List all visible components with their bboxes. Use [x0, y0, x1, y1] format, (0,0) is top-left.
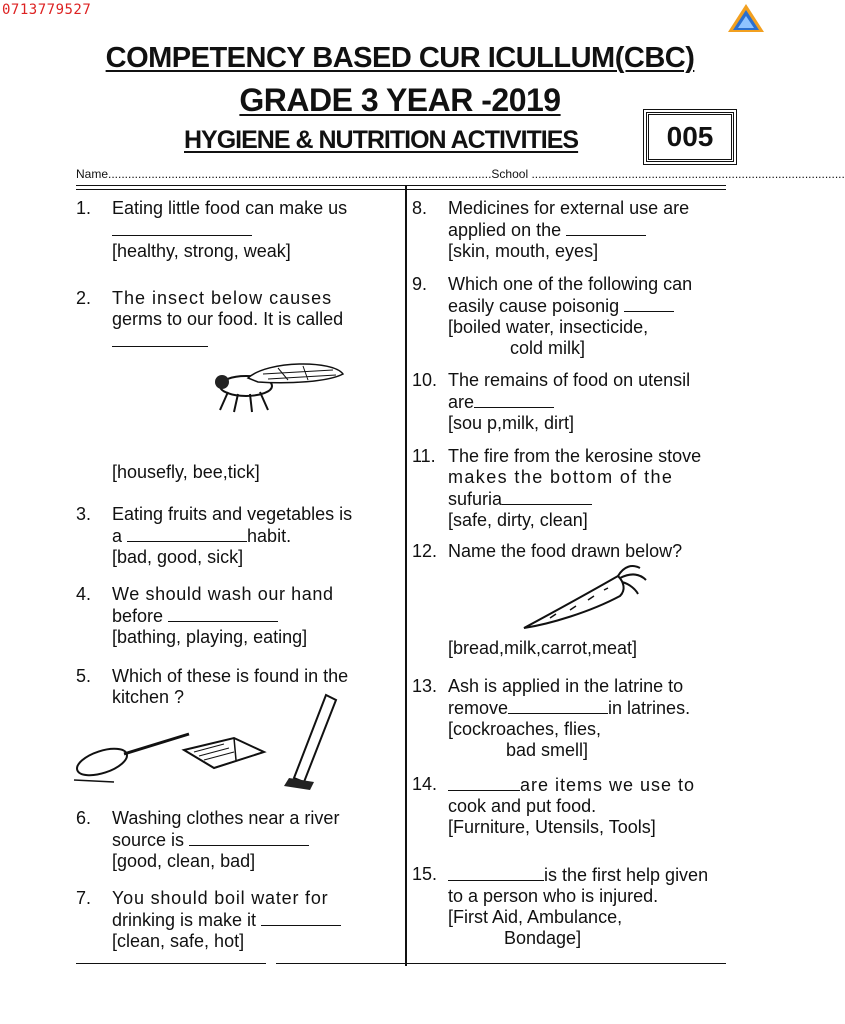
- grade-title: GRADE 3 YEAR -2019: [239, 82, 561, 118]
- bottom-rule-left: [76, 963, 266, 964]
- question-2-options: [housefly, bee,tick]: [112, 462, 260, 482]
- answer-blank[interactable]: [261, 909, 341, 926]
- curriculum-title: COMPETENCY BASED CUR ICULLUM(CBC): [105, 42, 695, 74]
- answer-blank[interactable]: [112, 219, 252, 236]
- answer-blank[interactable]: [168, 605, 278, 622]
- subject-title: HYGIENE & NUTRITION ACTIVITIES: [184, 126, 579, 154]
- answer-blank[interactable]: [502, 488, 592, 505]
- answer-blank[interactable]: [127, 525, 247, 542]
- answer-blank[interactable]: [112, 330, 208, 347]
- publisher-logo-icon: [726, 2, 766, 36]
- answer-blank[interactable]: [508, 697, 608, 714]
- question-12-options: [bread,milk,carrot,meat]: [448, 638, 638, 658]
- housefly-icon: [208, 360, 348, 415]
- answer-blank[interactable]: [474, 391, 554, 408]
- answer-blank[interactable]: [566, 219, 646, 236]
- carrot-icon: [520, 562, 650, 634]
- answer-blank[interactable]: [624, 295, 674, 312]
- phone-number: 0713779527: [2, 2, 92, 18]
- bottom-rule-right: [276, 963, 726, 964]
- answer-blank[interactable]: [448, 864, 544, 881]
- answer-blank[interactable]: [189, 829, 309, 846]
- header-divider: [76, 185, 726, 186]
- paper-code: 005: [646, 112, 734, 162]
- header-divider-2: [76, 189, 726, 190]
- name-school-line[interactable]: Name...................................................................................................................School ..............................................................................................: [76, 167, 845, 181]
- column-divider: [405, 186, 407, 966]
- kitchen-items-icon: [74, 690, 394, 800]
- answer-blank[interactable]: [448, 774, 520, 791]
